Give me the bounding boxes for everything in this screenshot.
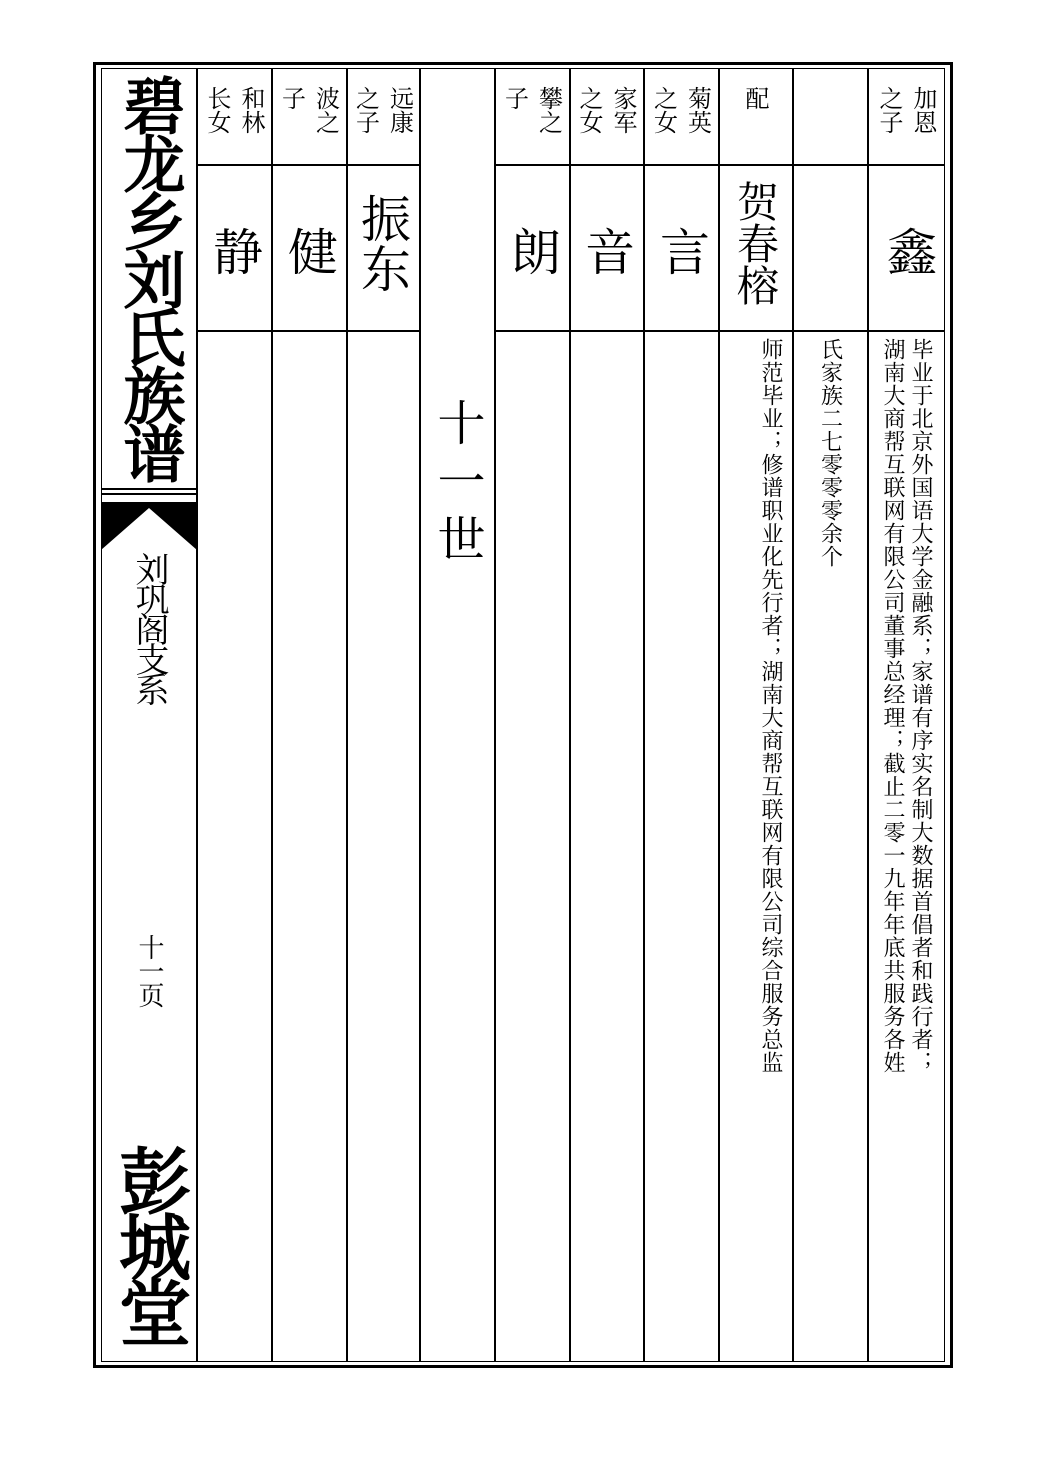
relation-text: 配 <box>741 86 769 110</box>
generation-label: 十一世 <box>429 398 485 572</box>
relation-text: 长女 <box>203 86 231 134</box>
col-divider <box>419 68 421 1362</box>
genealogy-grid <box>197 68 945 1362</box>
note-line: 氏家族二七零零零余个 <box>817 338 843 568</box>
relation-cell <box>867 86 945 166</box>
relation-cell <box>718 86 792 166</box>
relation-text: 子 <box>500 86 529 110</box>
row-divider <box>494 330 945 332</box>
relation-text: 之子 <box>351 86 380 134</box>
person-name: 健 <box>280 226 338 276</box>
biography-note <box>792 338 867 575</box>
relation-cell <box>643 86 718 166</box>
relation-text: 波之 <box>311 86 340 134</box>
relation-text: 攀之 <box>534 86 563 134</box>
note-line: 毕业于北京外国语大学金融系；家谱有序实名制大数据首倡者和践行者； <box>908 338 933 1074</box>
title-rule-top <box>101 488 197 490</box>
relation-text: 加恩 <box>909 86 937 134</box>
person-name: 贺春榕 <box>731 180 780 306</box>
person-name: 静 <box>205 226 263 276</box>
relation-text: 菊英 <box>683 86 712 134</box>
genealogy-title: 碧龙乡刘氏族谱 <box>113 74 186 480</box>
relation-cell <box>494 86 569 166</box>
relation-text: 家军 <box>609 86 637 134</box>
relation-text: 之女 <box>575 86 603 134</box>
relation-text: 远康 <box>385 86 414 134</box>
person-name: 言 <box>652 226 710 276</box>
branch-name: 刘巩阁支系 <box>129 552 169 702</box>
relation-text: 子 <box>277 86 306 110</box>
biography-note <box>718 338 792 1081</box>
relation-cell <box>569 86 643 166</box>
person-name: 音 <box>577 226 635 276</box>
relation-text: 之子 <box>875 86 903 134</box>
relation-text: 和林 <box>237 86 265 134</box>
title-rule-bottom <box>101 493 197 495</box>
person-name: 鑫 <box>879 226 937 276</box>
person-name: 朗 <box>503 226 561 276</box>
relation-cell <box>197 86 271 166</box>
relation-cell <box>346 86 419 166</box>
chevron-ornament <box>101 500 197 552</box>
biography-note <box>867 338 945 1074</box>
relation-text: 之女 <box>649 86 678 134</box>
relation-cell <box>271 86 346 166</box>
title-band <box>101 68 197 1362</box>
row-divider <box>197 330 420 332</box>
page-number: 十一页 <box>134 934 164 1006</box>
person-name: 振东 <box>353 193 411 293</box>
hall-name: 彭城堂 <box>107 1144 192 1342</box>
note-line: 湖南大商帮互联网有限公司董事总经理；截止二零一九年年底共服务各姓 <box>880 338 905 1074</box>
note-line: 师范毕业；修谱职业化先行者；湖南大商帮互联网有限公司综合服务总监 <box>758 338 783 1074</box>
col-divider <box>792 68 794 1362</box>
